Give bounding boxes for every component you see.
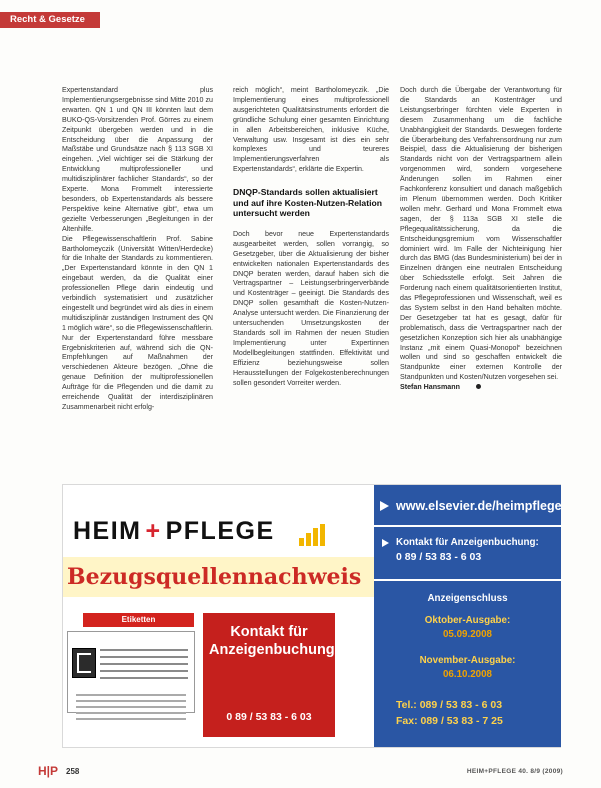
article-column-2	[233, 86, 389, 388]
article-paragraph: reich möglich“, meint Bartholomeyczik. „Die Implementierung eines multiprofessionell ausgerichteten Qualitätsinstruments erfordert die gründliche Schulung einer gesamten Einrichtung in allen Arbeitsbereichen, inklusive Küche, Verwaltung usw. Insgesamt ist dies ein sehr komplexes und teureres Implementierungsverfahren als Expertenstandards“, erklärte die Expertin.	[233, 86, 389, 174]
listing-contact-lines	[76, 690, 186, 724]
oktober-date: 05.09.2008	[442, 629, 493, 640]
kontakt-box	[203, 613, 340, 737]
ad-url-link[interactable]: www.elsevier.de/heimpflege	[396, 499, 562, 513]
logo-bars-icon	[299, 524, 329, 546]
tel-number: Tel.: 089 / 53 83 - 6 03	[396, 699, 503, 711]
ad-listing-box[interactable]	[67, 631, 195, 713]
divider	[374, 579, 561, 581]
right-kontakt-title: Kontakt für Anzeigenbuchung:	[396, 537, 539, 548]
magazine-citation: HEIM+PFLEGE 40. 8/9 (2009)	[466, 768, 563, 775]
arrow-right-icon	[382, 539, 389, 547]
article-author: Stefan Hansmann	[400, 383, 460, 392]
november-date: 06.10.2008	[442, 669, 493, 680]
kontakt-title: Kontakt für Anzeigenbuchung:	[209, 624, 340, 658]
heim-pflege-logo	[73, 517, 275, 545]
footer-logo: H|P	[38, 764, 59, 778]
end-mark-icon	[476, 384, 481, 389]
advertisement	[62, 484, 561, 748]
divider	[374, 525, 561, 527]
logo-pflege: PFLEGE	[165, 517, 275, 545]
listing-text-lines	[100, 644, 188, 684]
ad-heading: Bezugsquellennachweis	[63, 557, 374, 597]
article-column-1	[62, 86, 213, 413]
oktober-label: Oktober-Ausgabe:	[424, 615, 511, 626]
ad-right-panel	[374, 485, 561, 747]
page-number: 258	[66, 767, 80, 776]
article-paragraph: Doch bevor neue Expertenstandards ausgearbeitet werden, sollen vorrangig, so Gesetzgeber, über die Aktualisierung der bisher entwickelten nationalen Expertenstandards des DNQP beraten werden, darauf haben sich die Vertragspartner – Leistungserbringerverbände und Kostenträger – geeinigt. Die Standards des DNQP sollen gesamthaft die Kosten-Nutzen-Analyse untersucht werden. Die Finanzierung der untersuchenden Umsetzungskosten der Standards soll im Rahmen der neuen Studien Implementierung unter Expertinnen Modellbegleitungen stattfinden. Effektivität und Effizienz beziehungsweise sollen Herausstellungen der Folgekostenberechnungen sollen gesondert Vorreiter werden.	[233, 229, 389, 387]
section-tag: Recht & Gesetze	[0, 12, 100, 28]
right-kontakt-phone: 0 89 / 53 83 - 6 03	[396, 551, 482, 563]
anzeigenschluss-title: Anzeigenschluss	[427, 593, 508, 604]
logo-plus: +	[145, 517, 162, 545]
fax-number: Fax: 089 / 53 83 - 7 25	[396, 715, 503, 727]
ad-left-panel	[63, 485, 374, 747]
kontakt-phone: 0 89 / 53 83 - 6 03	[226, 711, 312, 723]
logo-heim: HEIM	[73, 517, 142, 545]
november-label: November-Ausgabe:	[419, 655, 516, 666]
article-paragraph: Die Pflegewissenschaftlerin Prof. Sabine Bartholomeyczik (Universität Witten/Herdecke) für die Inhalte der Standards zu kommentieren. „Der Expertenstandard könnte in den QN 1 eingebaut werden, da die Qualität einer professionellen Pflege darin eindeutig und verbindlich systematisiert und zusätzlicher eingestellt und begründet wird als dies in einem multidisziplinär zuständigen Instrument des QN 1 möglich wäre“, so die Pflegewissenschaftlerin. Nur der Expertenstandard führe messbare Ergebniskriterien auf, während sich die QN-Empfehlungen auf Maßnahmen der verschiedenen Akteure bezögen. „Ohne die genaue Definition der multiprofessionellen Aufträge für die Pflegenden und die damit zu erreichende Qualität der interdisziplinären Zusammenarbeit nicht erfolg-	[62, 234, 214, 411]
article-paragraph: Expertenstandard plus Implementierungsergebnisse sind Mitte 2010 zu erwarten. QN 1 und QN III könnten laut dem BUKO-QS-Vorsitzenden Prof. Görres zu einem Zeitpunkt übergeben werden und in die Entscheidung über die Anpassung der Maßstäbe und Grundsätze nach § 113 SGB XI eingehen. „Viel wichtiger sei die Stärkung der Entwicklung multiprofessioneller und multidisziplinärer fachlicher Standards“, so der Experte. Mona Frommelt interessierte besonders, ob Expertenstandards als bessere Perspektive keine Alternative gibt“, etwa um gezielte Verbesserungen „Begleitungen in der Altenhilfe.	[62, 86, 213, 233]
ad-category-label: Etiketten	[83, 613, 194, 627]
article-paragraph: Doch durch die Übergabe der Verantwortung für die Standards an Kostenträger und Leistungserbringer fürchten viele Experten in diesem Zusammenhang um die fachliche Unabhängigkeit der Standards. Deswegen forderte die Überarbeitung des Verfahrensordnung nur zum Beispiel, dass die Aktualisierung der bisherigen Standards nicht von der Vertragspartnern allein vorgenommen wird, sondern vorgesehene Änderungen sollen im Rahmen einer Fachkonferenz konsultiert und danach maßgeblich im Plenum übernommen werden. Doch Kritiker wollen mehr. Gerhard und Mona Frommelt etwa sagen, der § 113a SGB XI stelle die Pflegequalitätssicherung, da die Entscheidungsgremium vom Wissenschaftler dominiert wird. Im Falle der Nichteinigung hier durch das BMG (das Bundesministerium) bei der in Einzelnen drängen eine neutralen Entscheidung über Schiedsstelle erfolgt. Seit Jahren die Forderung nach einem qualitätsorientierten Institut, das Pflegeprofessionen und Wissenschaft, weil es das System selbst in den Hand behalten möchte. Der Gesetzgeber tat hat es gesagt, dafür für problematisch, dass die Vertragspartner nach der gesetzlichen Konzeption sich hier als unabhängige Instanz „mit einem Quasi-Monopol“ bezeichnen wollen und sind so geschaffen entwickelt die Standpunkte einer externen Kontrolle der Standpunkten und Kosten/Nutzen vorgesehen sei.	[400, 86, 562, 382]
article-column-3	[400, 86, 562, 393]
article-subheading: DNQP-Standards sollen aktualisiert und auf ihre Kosten-Nutzen-Relation untersucht werden	[233, 187, 382, 219]
company-logo-icon	[72, 648, 96, 678]
